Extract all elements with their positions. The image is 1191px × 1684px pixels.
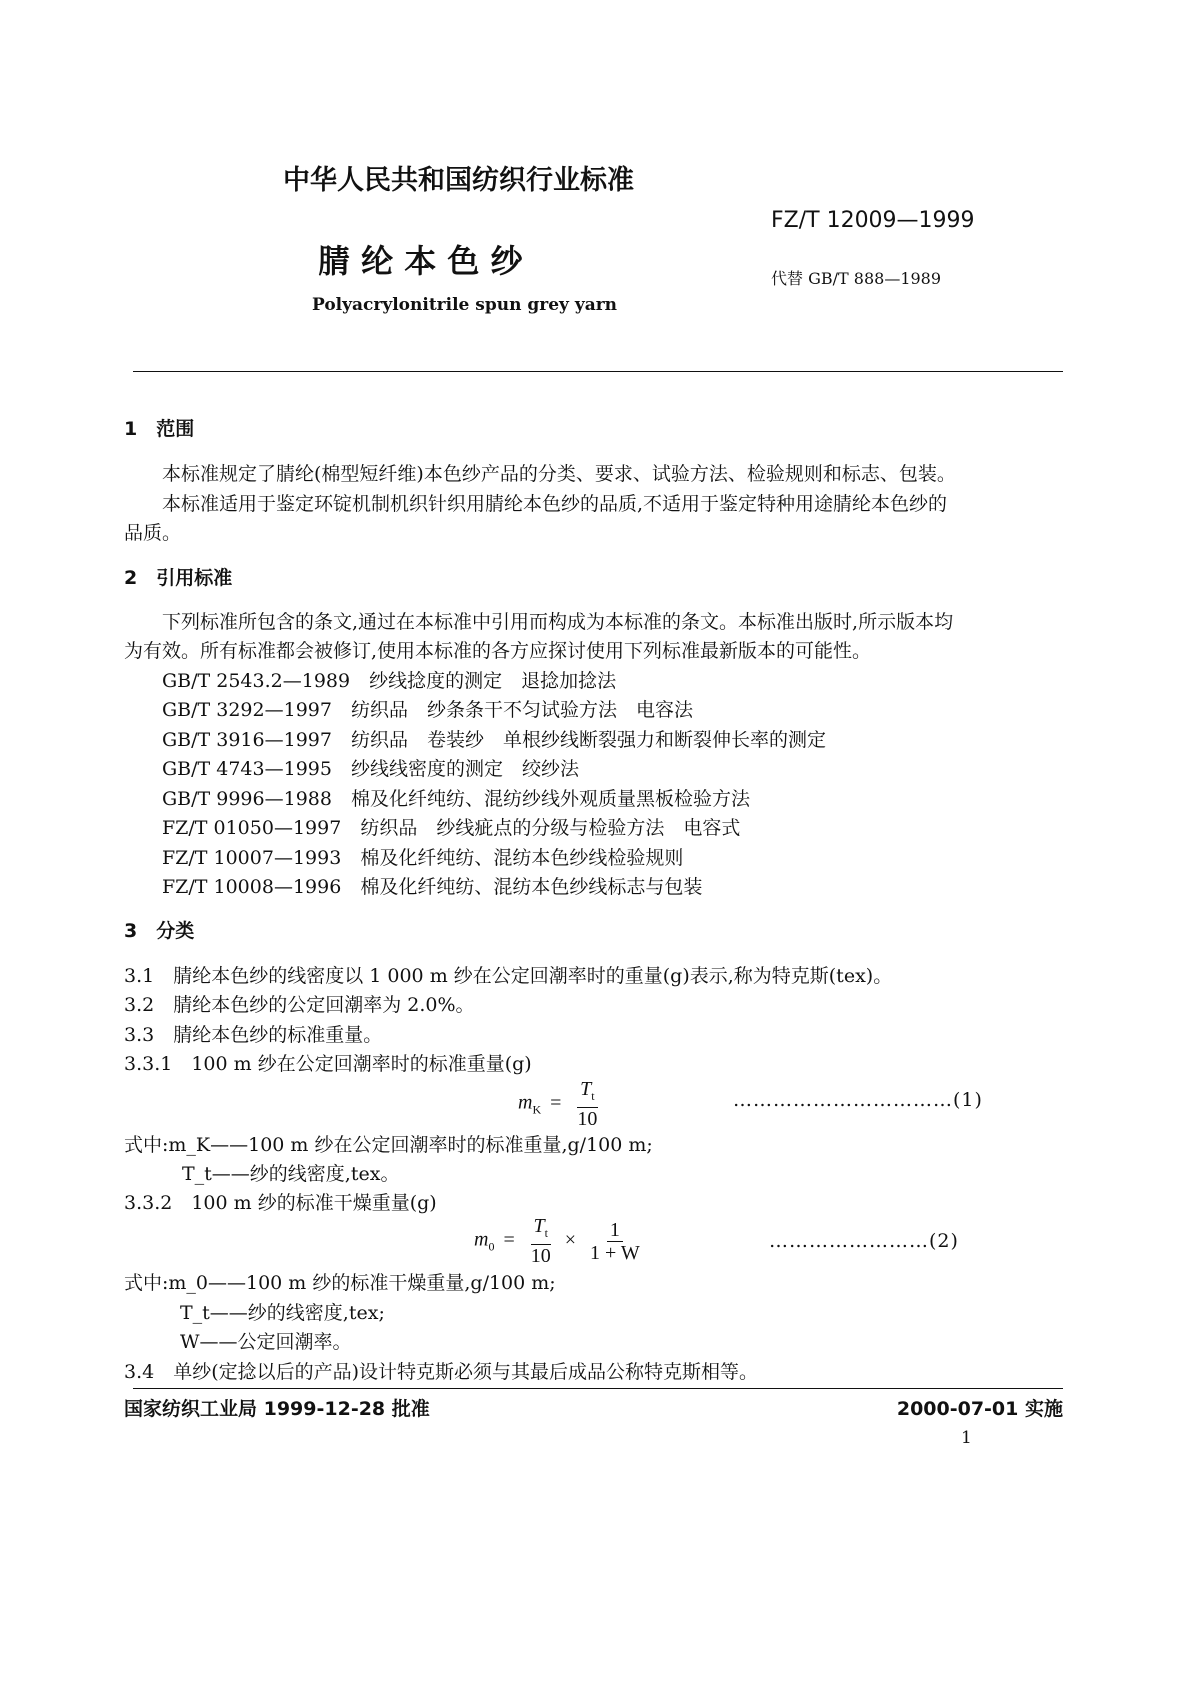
standard-code: FZ/T 12009—1999 [771,208,975,233]
formula-numerator: 1 [607,1219,623,1242]
formula-denominator: 10 [577,1108,598,1130]
reference-title: 纺织品 卷装纱 单根纱线断裂强力和断裂伸长率的测定 [350,729,826,751]
header-rule [133,371,1063,372]
section-2-heading: 2 引用标准 [124,567,233,589]
reference-title: 棉及化纤纯纺、混纺本色纱线检验规则 [360,847,684,869]
formula-2-number: ……………………(2) [769,1230,959,1252]
reference-code: GB/T 3292—1997 [162,699,332,721]
page-number: 1 [961,1428,972,1448]
formula-sub: K [532,1102,542,1117]
formula-sub: 0 [488,1239,495,1254]
formula-denominator: 1 + W [590,1241,640,1264]
reference-title: 纱线捻度的测定 退捻加捻法 [369,670,617,692]
reference-item [162,754,579,781]
reference-title: 纺织品 纱条条干不匀试验方法 电容法 [350,699,693,721]
formula-1-number: ……………………………(1) [733,1089,983,1111]
reference-title: 棉及化纤纯纺、混纺本色纱线标志与包装 [360,876,703,898]
footer-rule [133,1388,1063,1389]
formula-1-where-1: 式中:m_K——100 m 纱在公定回潮率时的标准重量,g/100 m; [124,1134,653,1156]
clause-3-4: 3.4 单纱(定捻以后的产品)设计特克斯必须与其最后成品公称特克斯相等。 [124,1361,759,1383]
reference-item [162,695,693,722]
formula-1: $m_K$ = $\frac{T_t}{10}$ [518,1078,604,1130]
reference-item [162,666,616,693]
formula-2: $m_0$ = $\frac{T_t}{10}$ × $\frac{1}{1 + W}$ [474,1215,647,1267]
reference-code: GB/T 2543.2—1989 [162,670,351,692]
clause-3-3: 3.3 腈纶本色纱的标准重量。 [124,1024,383,1046]
formula-var: m [518,1091,533,1114]
formula-var: m [474,1228,489,1251]
clause-3-1: 3.1 腈纶本色纱的线密度以 1 000 m 纱在公定回潮率时的重量(g)表示,称为特克斯(tex)。 [124,965,893,987]
formula-var: T [580,1078,592,1100]
formula-denominator: 10 [530,1245,551,1267]
reference-title: 纺织品 纱线疵点的分级与检验方法 电容式 [360,817,741,839]
reference-code: GB/T 4743—1995 [162,758,332,780]
clause-3-3-1: 3.3.1 100 m 纱在公定回潮率时的标准重量(g) [124,1053,532,1075]
clause-3-3-2: 3.3.2 100 m 纱的标准干燥重量(g) [124,1192,437,1214]
implementation-note: 2000-07-01 实施 [896,1398,1063,1420]
reference-code: FZ/T 10008—1996 [162,876,342,898]
approval-note: 国家纺织工业局 1999-12-28 批准 [124,1398,430,1420]
formula-sub: t [544,1226,548,1240]
reference-item [162,843,683,870]
section-1-heading: 1 范围 [124,418,195,440]
reference-item [162,725,826,752]
doc-title-cn: 腈 纶 本 色 纱 [318,242,523,280]
reference-code: GB/T 9996—1988 [162,788,332,810]
reference-code: FZ/T 01050—1997 [162,817,342,839]
s2-paragraph-1a: 下列标准所包含的条文,通过在本标准中引用而构成为本标准的条文。本标准出版时,所示版本均 [162,611,954,633]
reference-item [162,784,750,811]
formula-sub: t [591,1089,595,1103]
s1-paragraph-2a: 本标准适用于鉴定环锭机制机织针织用腈纶本色纱的品质,不适用于鉴定特种用途腈纶本色纱的 [162,493,948,515]
s1-paragraph-2b: 品质。 [124,522,182,544]
formula-var: T [533,1215,545,1237]
replaces-note: 代替 GB/T 888—1989 [771,269,942,288]
s2-paragraph-1b: 为有效。所有标准都会被修订,使用本标准的各方应探讨使用下列标准最新版本的可能性。 [124,640,872,662]
reference-code: FZ/T 10007—1993 [162,847,342,869]
reference-title: 纱线线密度的测定 绞纱法 [350,758,579,780]
reference-item [162,872,702,899]
section-3-heading: 3 分类 [124,920,195,942]
formula-2-where-2: T_t——纱的线密度,tex; [180,1302,385,1324]
formula-2-where-1: 式中:m_0——100 m 纱的标准干燥重量,g/100 m; [124,1272,556,1294]
formula-1-where-2: T_t——纱的线密度,tex。 [182,1163,400,1185]
reference-item [162,813,740,840]
formula-2-where-3: W——公定回潮率。 [180,1331,352,1353]
clause-3-2: 3.2 腈纶本色纱的公定回潮率为 2.0%。 [124,994,475,1016]
reference-title: 棉及化纤纯纺、混纺纱线外观质量黑板检验方法 [350,788,750,810]
doc-title-en: Polyacrylonitrile spun grey yarn [312,295,618,315]
s1-paragraph-1: 本标准规定了腈纶(棉型短纤维)本色纱产品的分类、要求、试验方法、检验规则和标志、包装。 [162,463,956,485]
reference-code: GB/T 3916—1997 [162,729,332,751]
org-title: 中华人民共和国纺织行业标准 [283,165,634,196]
